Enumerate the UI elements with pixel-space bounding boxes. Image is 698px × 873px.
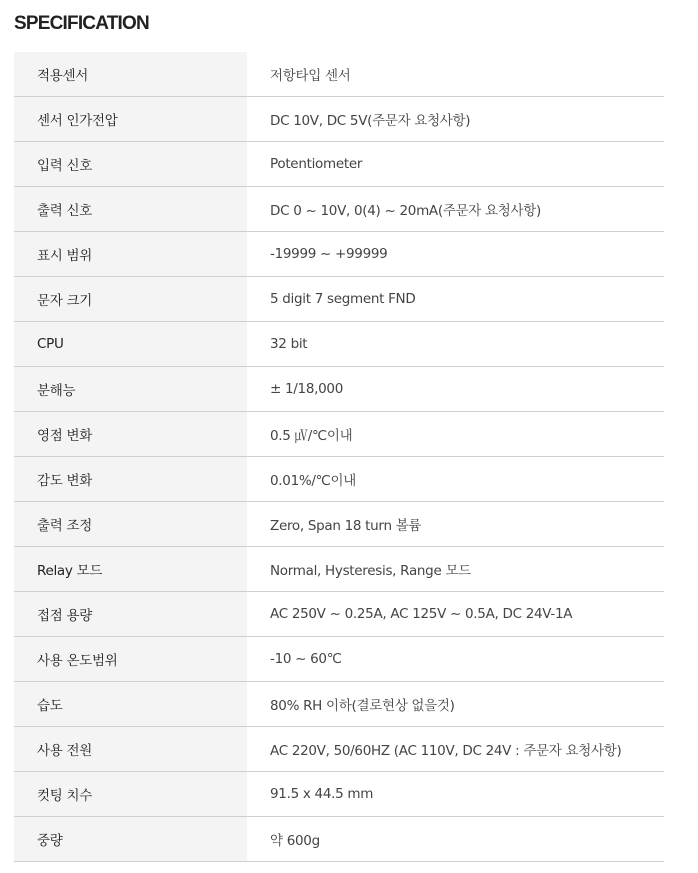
spec-label: 센서 인가전압	[14, 97, 247, 142]
spec-value: 5 digit 7 segment FND	[247, 277, 664, 322]
spec-value: ± 1/18,000	[247, 367, 664, 412]
spec-label: CPU	[14, 322, 247, 367]
spec-label: 영점 변화	[14, 412, 247, 457]
page-title: SPECIFICATION	[14, 13, 149, 34]
spec-label: 사용 전원	[14, 727, 247, 772]
table-row	[14, 502, 664, 547]
table-row	[14, 97, 664, 142]
spec-value: -10 ~ 60℃	[247, 637, 664, 682]
table-row	[14, 232, 664, 277]
spec-value: 0.01%/℃이내	[247, 457, 664, 502]
table-row	[14, 52, 664, 97]
table-row	[14, 457, 664, 502]
spec-label: 문자 크기	[14, 277, 247, 322]
spec-label: 컷팅 치수	[14, 772, 247, 817]
specification-table	[14, 52, 664, 862]
spec-value: Normal, Hysteresis, Range 모드	[247, 547, 664, 592]
spec-value: DC 0 ~ 10V, 0(4) ~ 20mA(주문자 요청사항)	[247, 187, 664, 232]
spec-label: 습도	[14, 682, 247, 727]
spec-value: -19999 ~ +99999	[247, 232, 664, 277]
spec-label: 표시 범위	[14, 232, 247, 277]
spec-label: Relay 모드	[14, 547, 247, 592]
spec-label: 접점 용량	[14, 592, 247, 637]
spec-value: 32 bit	[247, 322, 664, 367]
table-row	[14, 817, 664, 862]
table-row	[14, 592, 664, 637]
spec-label: 분해능	[14, 367, 247, 412]
spec-value: 91.5 x 44.5 mm	[247, 772, 664, 817]
table-row	[14, 322, 664, 367]
spec-value: Zero, Span 18 turn 볼륨	[247, 502, 664, 547]
table-row	[14, 727, 664, 772]
table-row	[14, 187, 664, 232]
spec-label: 적용센서	[14, 52, 247, 97]
spec-label: 중량	[14, 817, 247, 862]
spec-value: 저항타입 센서	[247, 52, 664, 97]
spec-value: AC 220V, 50/60HZ (AC 110V, DC 24V : 주문자 요청사항)	[247, 727, 664, 772]
table-row	[14, 367, 664, 412]
spec-value: 약 600g	[247, 817, 664, 862]
table-row	[14, 547, 664, 592]
spec-label: 출력 신호	[14, 187, 247, 232]
table-row	[14, 682, 664, 727]
table-row	[14, 142, 664, 187]
table-row	[14, 412, 664, 457]
spec-label: 출력 조정	[14, 502, 247, 547]
spec-label: 사용 온도범위	[14, 637, 247, 682]
spec-value: DC 10V, DC 5V(주문자 요청사항)	[247, 97, 664, 142]
table-row	[14, 772, 664, 817]
spec-value: 0.5 ㎶/℃이내	[247, 412, 664, 457]
table-row	[14, 277, 664, 322]
table-row	[14, 637, 664, 682]
spec-label: 감도 변화	[14, 457, 247, 502]
spec-label: 입력 신호	[14, 142, 247, 187]
spec-value: AC 250V ~ 0.25A, AC 125V ~ 0.5A, DC 24V-1A	[247, 592, 664, 637]
spec-value: 80% RH 이하(결로현상 없을것)	[247, 682, 664, 727]
spec-value: Potentiometer	[247, 142, 664, 187]
